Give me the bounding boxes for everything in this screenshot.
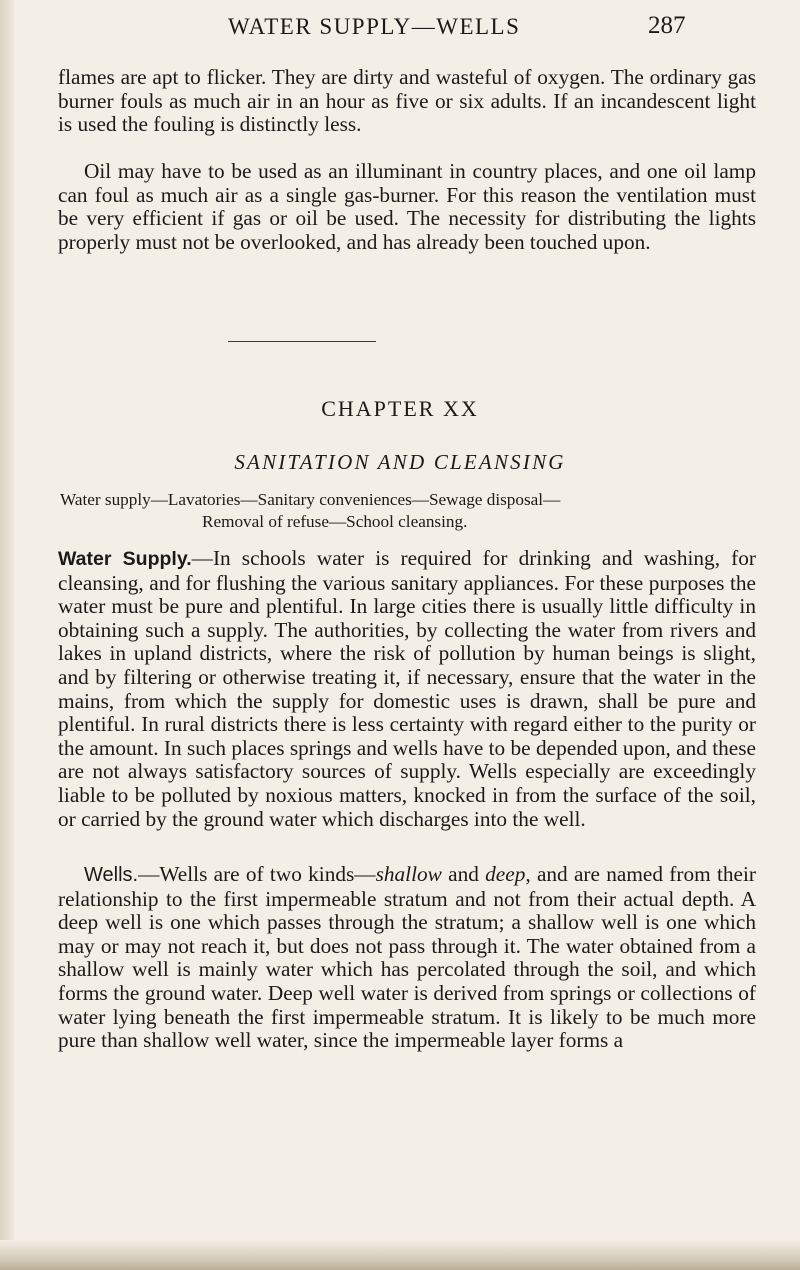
running-title: WATER SUPPLY—WELLS (228, 14, 521, 39)
paragraph-oil-lamp: Oil may have to be used as an illuminant in country places, and one oil lamp can foul as much air as a single gas-burner. For this reason the ventilation must be very efficient if gas or oil be used. The necessity for distributing the lights properly must not be overlooked, and has already been touched upon. (58, 159, 756, 254)
chapter-summary (60, 489, 760, 533)
paragraph-oxygen: flames are apt to flicker. They are dirty and wasteful of oxygen. The ordinary gas burner fouls as much air in an hour as five or six adults. If an incandescent light is used the fouling is distinctly less. (58, 65, 756, 137)
wells-text-a: —Wells are of two kinds— (138, 862, 376, 886)
page-edge-shadow (0, 0, 14, 1270)
paragraph-wells (58, 863, 756, 1053)
water-supply-text: —In schools water is required for drinking and washing, for cleansing, and for flushing the various sanitary appliances. For these purposes the water must be pure and plentiful. In large cities there is usually little difficulty in obtaining such a supply. The authorities, by collecting the water from rivers and lakes in upland districts, where the risk of pollution by human beings is slight, and by filtering or otherwise treating it, if necessary, ensure that the water in the mains, from which the supply for domestic uses is drawn, shall be pure and plentiful. In rural districts there is less certainty with regard either to the purity or the amount. In such places springs and wells have to be depended upon, and these are not always satisfactory sources of supply. Wells especially are exceedingly liable to be polluted by noxious matters, knocked in from the surface of the soil, or carried by the ground water which discharges into the well. (58, 546, 756, 831)
chapter-summary-line-2: Removal of refuse—School cleansing. (202, 512, 468, 531)
wells-deep-term: deep (485, 862, 526, 886)
chapter-number: CHAPTER XX (321, 396, 479, 421)
chapter-summary-line-1: Water supply—Lavatories—Sanitary conveniences—Sewage disposal— (60, 490, 561, 509)
wells-shallow-term: shallow (375, 862, 442, 886)
running-header (0, 8, 800, 52)
water-supply-heading: Water Supply. (58, 548, 192, 570)
wells-heading: Wells. (84, 864, 139, 886)
paragraph-water-supply (58, 547, 756, 831)
chapter-title: SANITATION AND CLEANSING (234, 450, 566, 474)
section-divider (228, 341, 376, 342)
wells-and: and (441, 862, 486, 886)
wells-text-b: , and are named from their relationship to the first impermeable stratum and not from their actual depth. A deep well is one which passes through the stratum; a shallow well is one which may or may not reach it, but does not pass through it. The water obtained from a shallow well is mainly water which has percolated through the soil, and which forms the ground water. Deep well water is derived from springs or collections of water lying beneath the first impermeable stratum. It is likely to be much more pure than shallow well water, since the impermeable layer forms a (58, 862, 756, 1053)
page-bottom-edge (0, 1240, 800, 1270)
page-number: 287 (648, 12, 686, 39)
